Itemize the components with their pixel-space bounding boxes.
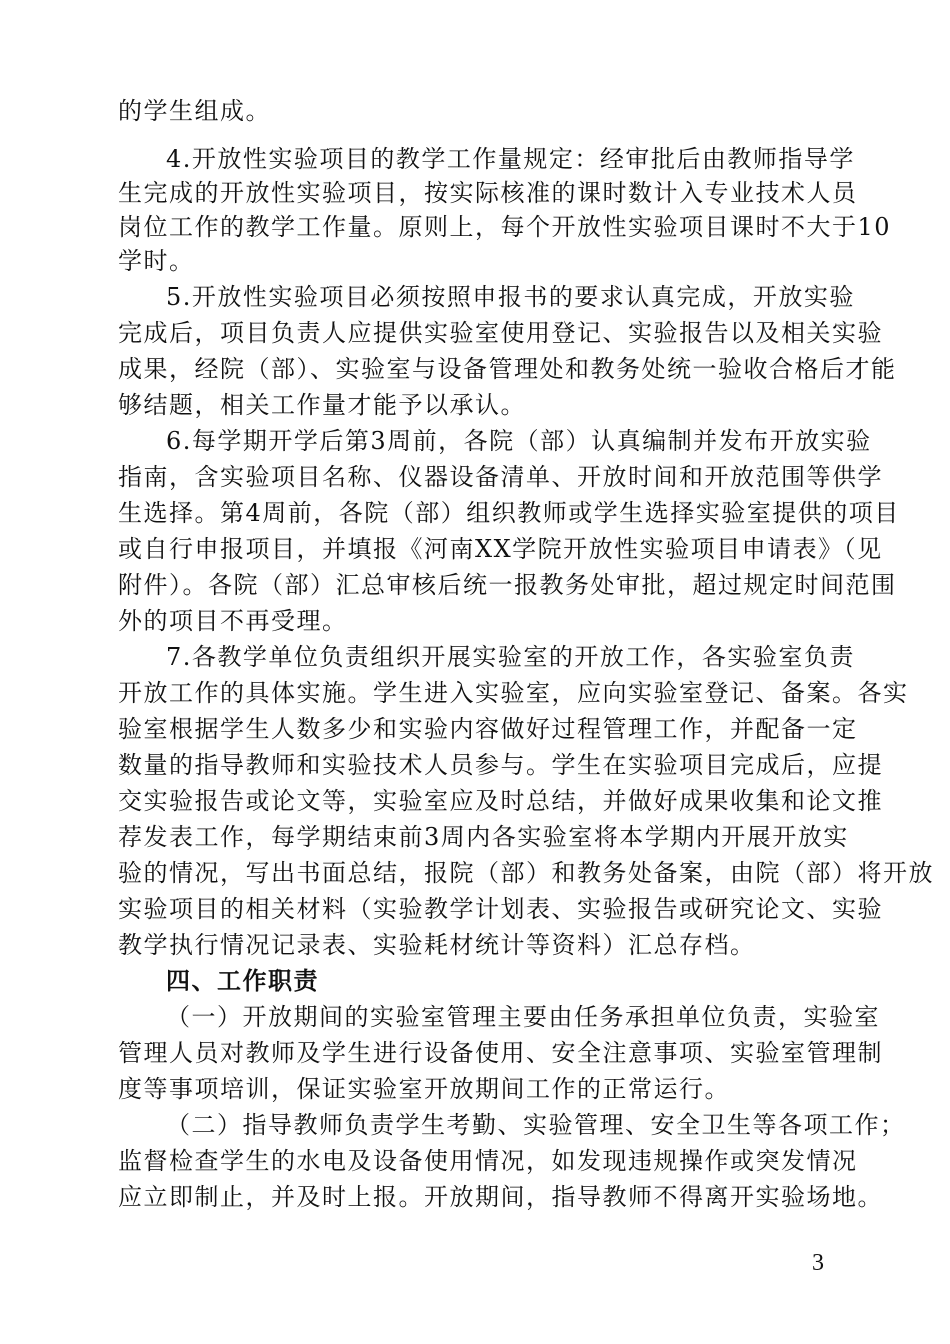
text-line: 外的项目不再受理。 <box>118 607 348 635</box>
text-line: 验的情况，写出书面总结，报院（部）和教务处备案，由院（部）将开放 <box>118 859 934 887</box>
text-line: 度等事项培训，保证实验室开放期间工作的正常运行。 <box>118 1075 730 1103</box>
text-line: 教学执行情况记录表、实验耗材统计等资料）汇总存档。 <box>118 931 756 959</box>
text-line: 的学生组成。 <box>118 97 271 125</box>
text-line: （二）指导教师负责学生考勤、实验管理、安全卫生等各项工作； <box>166 1111 906 1139</box>
text-line: 学时。 <box>118 247 195 275</box>
text-line: 生完成的开放性实验项目，按实际核准的课时数计入专业技术人员 <box>118 179 858 207</box>
text-line: 附件）。各院（部）汇总审核后统一报教务处审批，超过规定时间范围 <box>118 571 897 599</box>
text-line: 交实验报告或论文等，实验室应及时总结，并做好成果收集和论文推 <box>118 787 883 815</box>
text-line: （一）开放期间的实验室管理主要由任务承担单位负责，实验室 <box>166 1003 880 1031</box>
text-line: 监督检查学生的水电及设备使用情况，如发现违规操作或突发情况 <box>118 1147 858 1175</box>
text-line: 荐发表工作，每学期结束前3周内各实验室将本学期内开展开放实 <box>118 823 849 851</box>
text-line: 6.每学期开学后第3周前，各院（部）认真编制并发布开放实验 <box>166 427 872 455</box>
text-line: 成果，经院（部）、实验室与设备管理处和教务处统一验收合格后才能 <box>118 355 897 383</box>
text-line: 4.开放性实验项目的教学工作量规定：经审批后由教师指导学 <box>166 145 855 173</box>
text-line: 验室根据学生人数多少和实验内容做好过程管理工作，并配备一定 <box>118 715 858 743</box>
text-line: 开放工作的具体实施。学生进入实验室，应向实验室登记、备案。各实 <box>118 679 909 707</box>
page-number: 3 <box>812 1250 824 1276</box>
text-line: 实验项目的相关材料（实验教学计划表、实验报告或研究论文、实验 <box>118 895 883 923</box>
text-line: 数量的指导教师和实验技术人员参与。学生在实验项目完成后，应提 <box>118 751 883 779</box>
text-line: 或自行申报项目，并填报《河南XX学院开放性实验项目申请表》（见 <box>118 535 883 563</box>
text-line: 岗位工作的教学工作量。原则上，每个开放性实验项目课时不大于10 <box>118 213 892 241</box>
section-heading: 四、工作职责 <box>166 967 319 995</box>
text-line: 完成后，项目负责人应提供实验室使用登记、实验报告以及相关实验 <box>118 319 883 347</box>
text-line: 7.各教学单位负责组织开展实验室的开放工作，各实验室负责 <box>166 643 855 671</box>
text-line: 够结题，相关工作量才能予以承认。 <box>118 391 526 419</box>
text-line: 应立即制止，并及时上报。开放期间，指导教师不得离开实验场地。 <box>118 1183 883 1211</box>
text-line: 指南，含实验项目名称、仪器设备清单、开放时间和开放范围等供学 <box>118 463 883 491</box>
text-line: 管理人员对教师及学生进行设备使用、安全注意事项、实验室管理制 <box>118 1039 883 1067</box>
text-line: 生选择。第4周前，各院（部）组织教师或学生选择实验室提供的项目 <box>118 499 900 527</box>
text-line: 5.开放性实验项目必须按照申报书的要求认真完成，开放实验 <box>166 283 855 311</box>
